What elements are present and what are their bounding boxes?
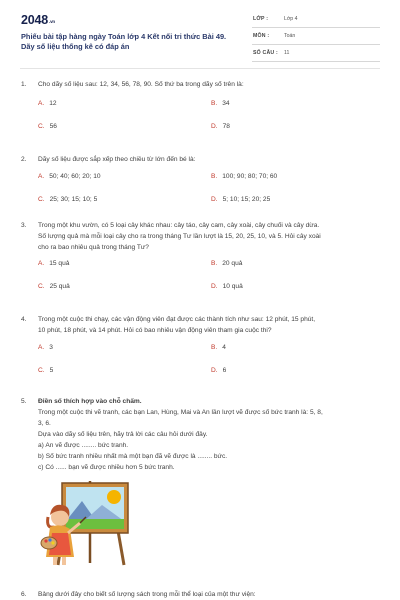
option-text: 15 quả bbox=[49, 260, 70, 267]
question-1 bbox=[21, 76, 379, 154]
option-letter: C. bbox=[38, 367, 45, 374]
option-c[interactable] bbox=[38, 365, 198, 376]
option-c[interactable] bbox=[38, 281, 198, 292]
question-text-line: 10 phút, 18 phút, và 14 phút. Hỏi có bao nhiêu vận động viên tham gia cuộc thi? bbox=[38, 327, 272, 334]
document-title bbox=[21, 32, 246, 52]
option-letter: C. bbox=[38, 196, 45, 203]
question-text-line: cho ra bao nhiêu quả trong tháng Tư? bbox=[38, 244, 149, 251]
option-b[interactable] bbox=[211, 258, 371, 269]
logo-suffix: .vn bbox=[49, 19, 55, 24]
meta-box bbox=[252, 13, 380, 64]
meta-value: Toán bbox=[284, 33, 296, 39]
option-letter: B. bbox=[211, 260, 218, 267]
option-d[interactable] bbox=[211, 194, 371, 205]
answer-options bbox=[21, 98, 379, 148]
question-text-line: Trong một cuộc thi vẽ tranh, các bạn Lan, Hùng, Mai và An lần lượt vẽ được số bức tranh là: 5, 8, bbox=[38, 409, 323, 416]
question-text-line: Trong một cuộc thi chạy, các vận động viên đạt được các thành tích như sau: 12 phút, 15 phút, bbox=[38, 316, 316, 323]
option-text: 5; 10; 15; 20; 25 bbox=[222, 196, 271, 203]
question-text-line: Số lượng quả mà mỗi loại cây cho ra trong tháng Tư lần lượt là 15, 20, 25, 10, và 5. Hỏi cây xoài bbox=[38, 233, 321, 240]
option-letter: B. bbox=[211, 344, 218, 351]
question-text: Dãy số liệu được sắp xếp theo chiều từ lớn đến bé là: bbox=[38, 156, 196, 163]
answer-options bbox=[21, 258, 379, 308]
question-heading: Điền số thích hợp vào chỗ chấm. bbox=[38, 398, 142, 405]
meta-value: Lớp 4 bbox=[284, 16, 298, 22]
sub-question-b: b) Số bức tranh nhiều nhất mà một bạn đã vẽ được là ........ bức. bbox=[38, 453, 228, 460]
title-line-1: Phiếu bài tập hàng ngày Toán lớp 4 Kết nối tri thức Bài 49. bbox=[21, 32, 227, 41]
option-text: 20 quả bbox=[222, 260, 243, 267]
sub-question-c: c) Có ...... bạn vẽ được nhiều hơn 5 bức tranh. bbox=[38, 464, 175, 471]
option-b[interactable] bbox=[211, 171, 371, 182]
option-b[interactable] bbox=[211, 98, 371, 109]
meta-row-count bbox=[252, 47, 380, 62]
meta-label: MÔN : bbox=[253, 33, 270, 39]
option-a[interactable] bbox=[38, 98, 198, 109]
option-letter: A. bbox=[38, 173, 45, 180]
option-letter: B. bbox=[211, 100, 218, 107]
question-6 bbox=[21, 589, 379, 600]
option-text: 78 bbox=[222, 123, 230, 130]
question-number: 4. bbox=[21, 316, 27, 323]
option-a[interactable] bbox=[38, 342, 198, 353]
question-3 bbox=[21, 220, 379, 314]
question-text-line: 3, 6. bbox=[38, 420, 51, 427]
question-4 bbox=[21, 314, 379, 396]
option-d[interactable] bbox=[211, 121, 371, 132]
option-letter: A. bbox=[38, 100, 45, 107]
option-text: 12 bbox=[49, 100, 57, 107]
meta-label: SỐ CÂU : bbox=[253, 50, 278, 56]
question-text-line: Trong một khu vườn, có 5 loại cây khác nhau: cây táo, cây cam, cây xoài, cây chuối và cây dừa. bbox=[38, 222, 320, 229]
option-text: 4 bbox=[222, 344, 226, 351]
option-text: 34 bbox=[222, 100, 230, 107]
worksheet-header bbox=[0, 0, 400, 66]
site-logo[interactable] bbox=[21, 13, 55, 27]
option-letter: D. bbox=[211, 196, 218, 203]
option-text: 25 quả bbox=[49, 283, 70, 290]
option-text: 6 bbox=[222, 367, 227, 374]
question-number: 3. bbox=[21, 222, 27, 229]
header-divider bbox=[20, 68, 380, 69]
question-number: 2. bbox=[21, 156, 27, 163]
question-number: 5. bbox=[21, 398, 27, 405]
title-line-2: Dãy số liệu thống kê có đáp án bbox=[21, 42, 130, 51]
option-c[interactable] bbox=[38, 194, 198, 205]
question-text: Bảng dưới đây cho biết số lượng sách trong mỗi thể loại của một thư viện: bbox=[38, 591, 256, 598]
option-text: 56 bbox=[49, 123, 57, 130]
option-a[interactable] bbox=[38, 171, 198, 182]
option-text: 5 bbox=[49, 367, 54, 374]
question-number: 1. bbox=[21, 81, 27, 88]
option-letter: A. bbox=[38, 260, 45, 267]
option-b[interactable] bbox=[211, 342, 371, 353]
option-letter: D. bbox=[211, 367, 218, 374]
sub-question-a: a) An vẽ được ........ bức tranh. bbox=[38, 442, 129, 449]
option-c[interactable] bbox=[38, 121, 198, 132]
option-letter: D. bbox=[211, 123, 218, 130]
question-text-line: Dựa vào dãy số liệu trên, hãy trả lời các câu hỏi dưới đây. bbox=[38, 431, 208, 438]
painting-illustration bbox=[40, 477, 136, 567]
option-text: 25; 30; 15; 10; 5 bbox=[49, 196, 98, 203]
logo-text: 2048 bbox=[21, 13, 49, 27]
option-d[interactable] bbox=[211, 281, 371, 292]
option-text: 3 bbox=[49, 344, 53, 351]
option-text: 100; 90; 80; 70; 60 bbox=[222, 173, 278, 180]
option-letter: A. bbox=[38, 344, 45, 351]
option-d[interactable] bbox=[211, 365, 371, 376]
question-5 bbox=[21, 396, 379, 480]
option-text: 10 quả bbox=[222, 283, 243, 290]
question-number: 6. bbox=[21, 591, 27, 598]
answer-options bbox=[21, 171, 379, 221]
option-a[interactable] bbox=[38, 258, 198, 269]
option-letter: C. bbox=[38, 123, 45, 130]
question-2 bbox=[21, 154, 379, 220]
question-text: Cho dãy số liệu sau: 12, 34, 56, 78, 90. Số thứ ba trong dãy số trên là: bbox=[38, 81, 244, 88]
option-letter: B. bbox=[211, 173, 218, 180]
answer-options bbox=[21, 342, 379, 392]
question-list bbox=[21, 76, 379, 480]
option-letter: C. bbox=[38, 283, 45, 290]
meta-row-subject bbox=[252, 30, 380, 45]
meta-label: LỚP : bbox=[253, 16, 269, 22]
meta-value: 11 bbox=[284, 50, 290, 56]
meta-row-class bbox=[252, 13, 380, 28]
option-letter: D. bbox=[211, 283, 218, 290]
option-text: 50; 40; 60; 20; 10 bbox=[49, 173, 101, 180]
